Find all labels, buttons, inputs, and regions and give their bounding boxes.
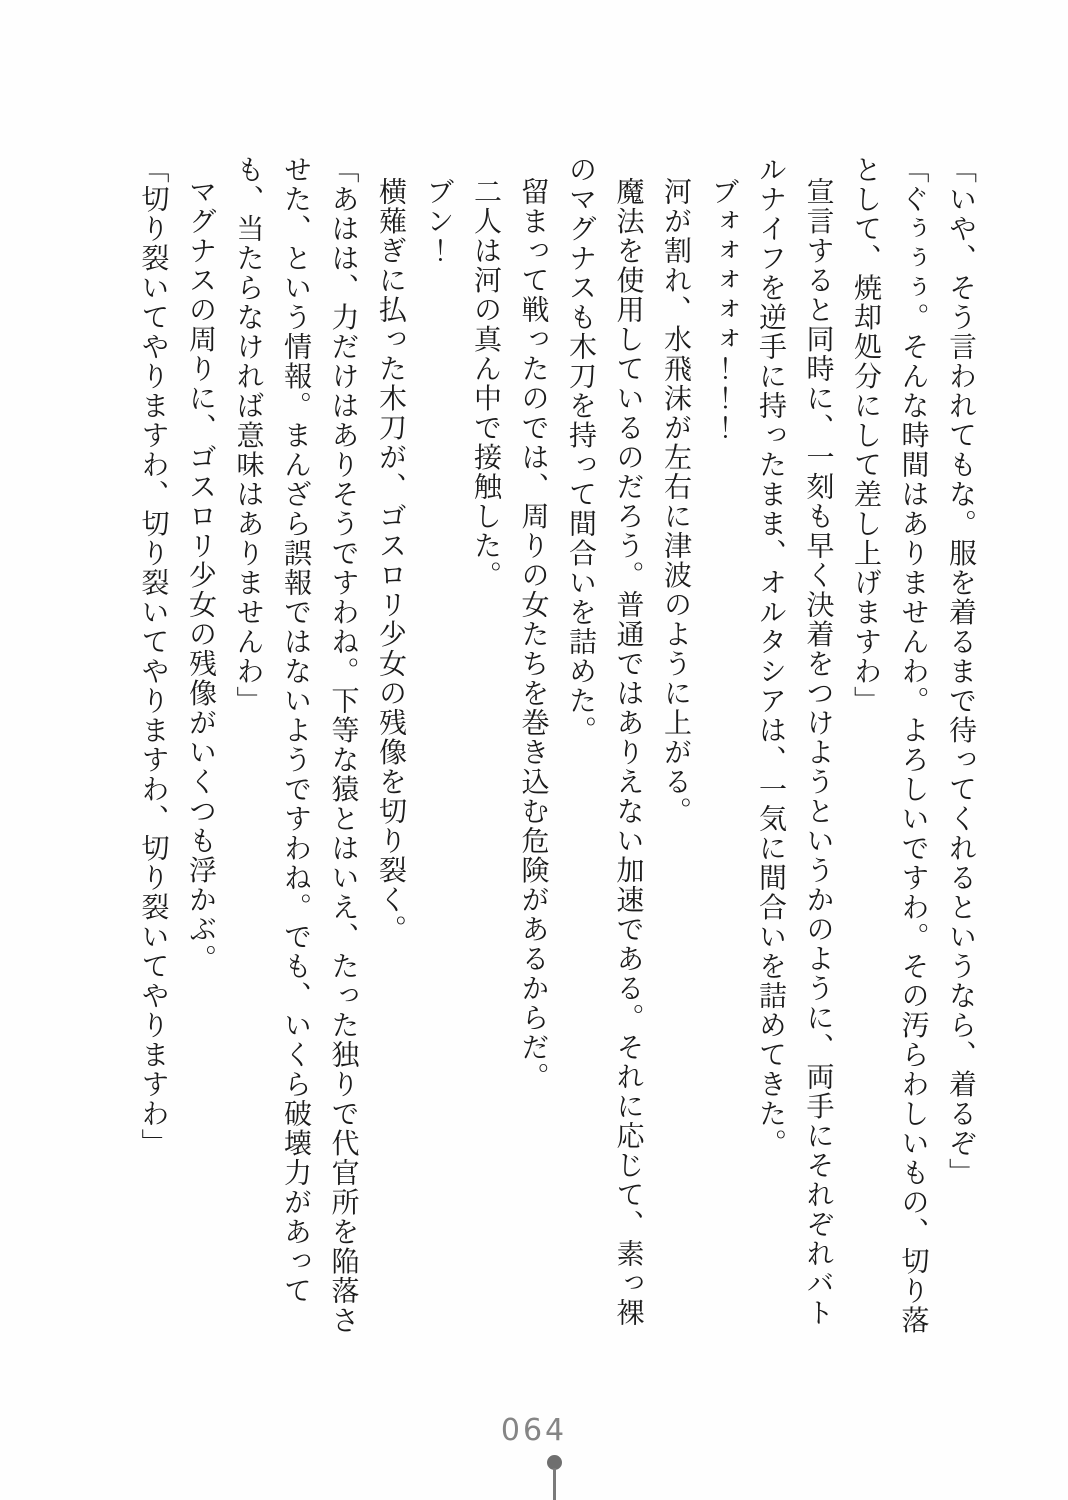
paragraph-narration: マグナスの周りに、ゴスロリ少女の残像がいくつも浮かぶ。 — [185, 177, 216, 974]
page-number: 064 — [500, 1413, 568, 1448]
paragraph-quote: 「あはは、力だけはありそうですわね。下等な猿とはいえ、たった独りで代官所を陥落させた、という情報。まんざら誤報ではないようですわね。でも、いくら破壊力があっても、当たらなければ意味はありませんわ」 — [232, 155, 359, 1335]
paragraph-quote: 「いや、そう言われてもな。服を着るまで待ってくれるというなら、着るぞ」 — [945, 155, 976, 1188]
paragraph-narration: 横薙ぎに払った木刀が、ゴスロリ少女の残像を切り裂く。 — [375, 177, 406, 945]
footer-line-marker — [553, 1468, 556, 1500]
vertical-text-block — [129, 155, 984, 1345]
paragraph-narration: 河が割れ、水飛沫が左右に津波のように上がる。 — [660, 177, 691, 827]
paragraph-narration: 留まって戦ったのでは、周りの女たちを巻き込む危険があるからだ。 — [517, 177, 549, 1092]
paragraph-narration: 宣言すると同時に、一刻も早く決着をつけようというかのように、両手にそれぞれバトルナイフを逆手に持ったまま、オルタシアは、一気に間合いを詰めてきた。 — [755, 155, 834, 1328]
paragraph-narration: 二人は河の真ん中で接触した。 — [470, 177, 501, 591]
paragraph-quote: 「切り裂いてやりますわ、切り裂いてやりますわ、切り裂いてやりますわ」 — [137, 155, 169, 1158]
paragraph-narration: ブン！ — [422, 177, 454, 266]
paragraph-quote: 「ぐぅぅぅ。そんな時間はありませんわ。よろしいですわ。その汚らわしいもの、切り落として、焼却処分にして差し上げますわ」 — [850, 155, 929, 1335]
paragraph-narration: ブォォォォォ！！！ — [707, 177, 739, 443]
paragraph-narration: 魔法を使用しているのだろう。普通ではありえない加速である。それに応じて、素っ裸のマグナスも木刀を持って間合いを詰めた。 — [565, 155, 644, 1328]
